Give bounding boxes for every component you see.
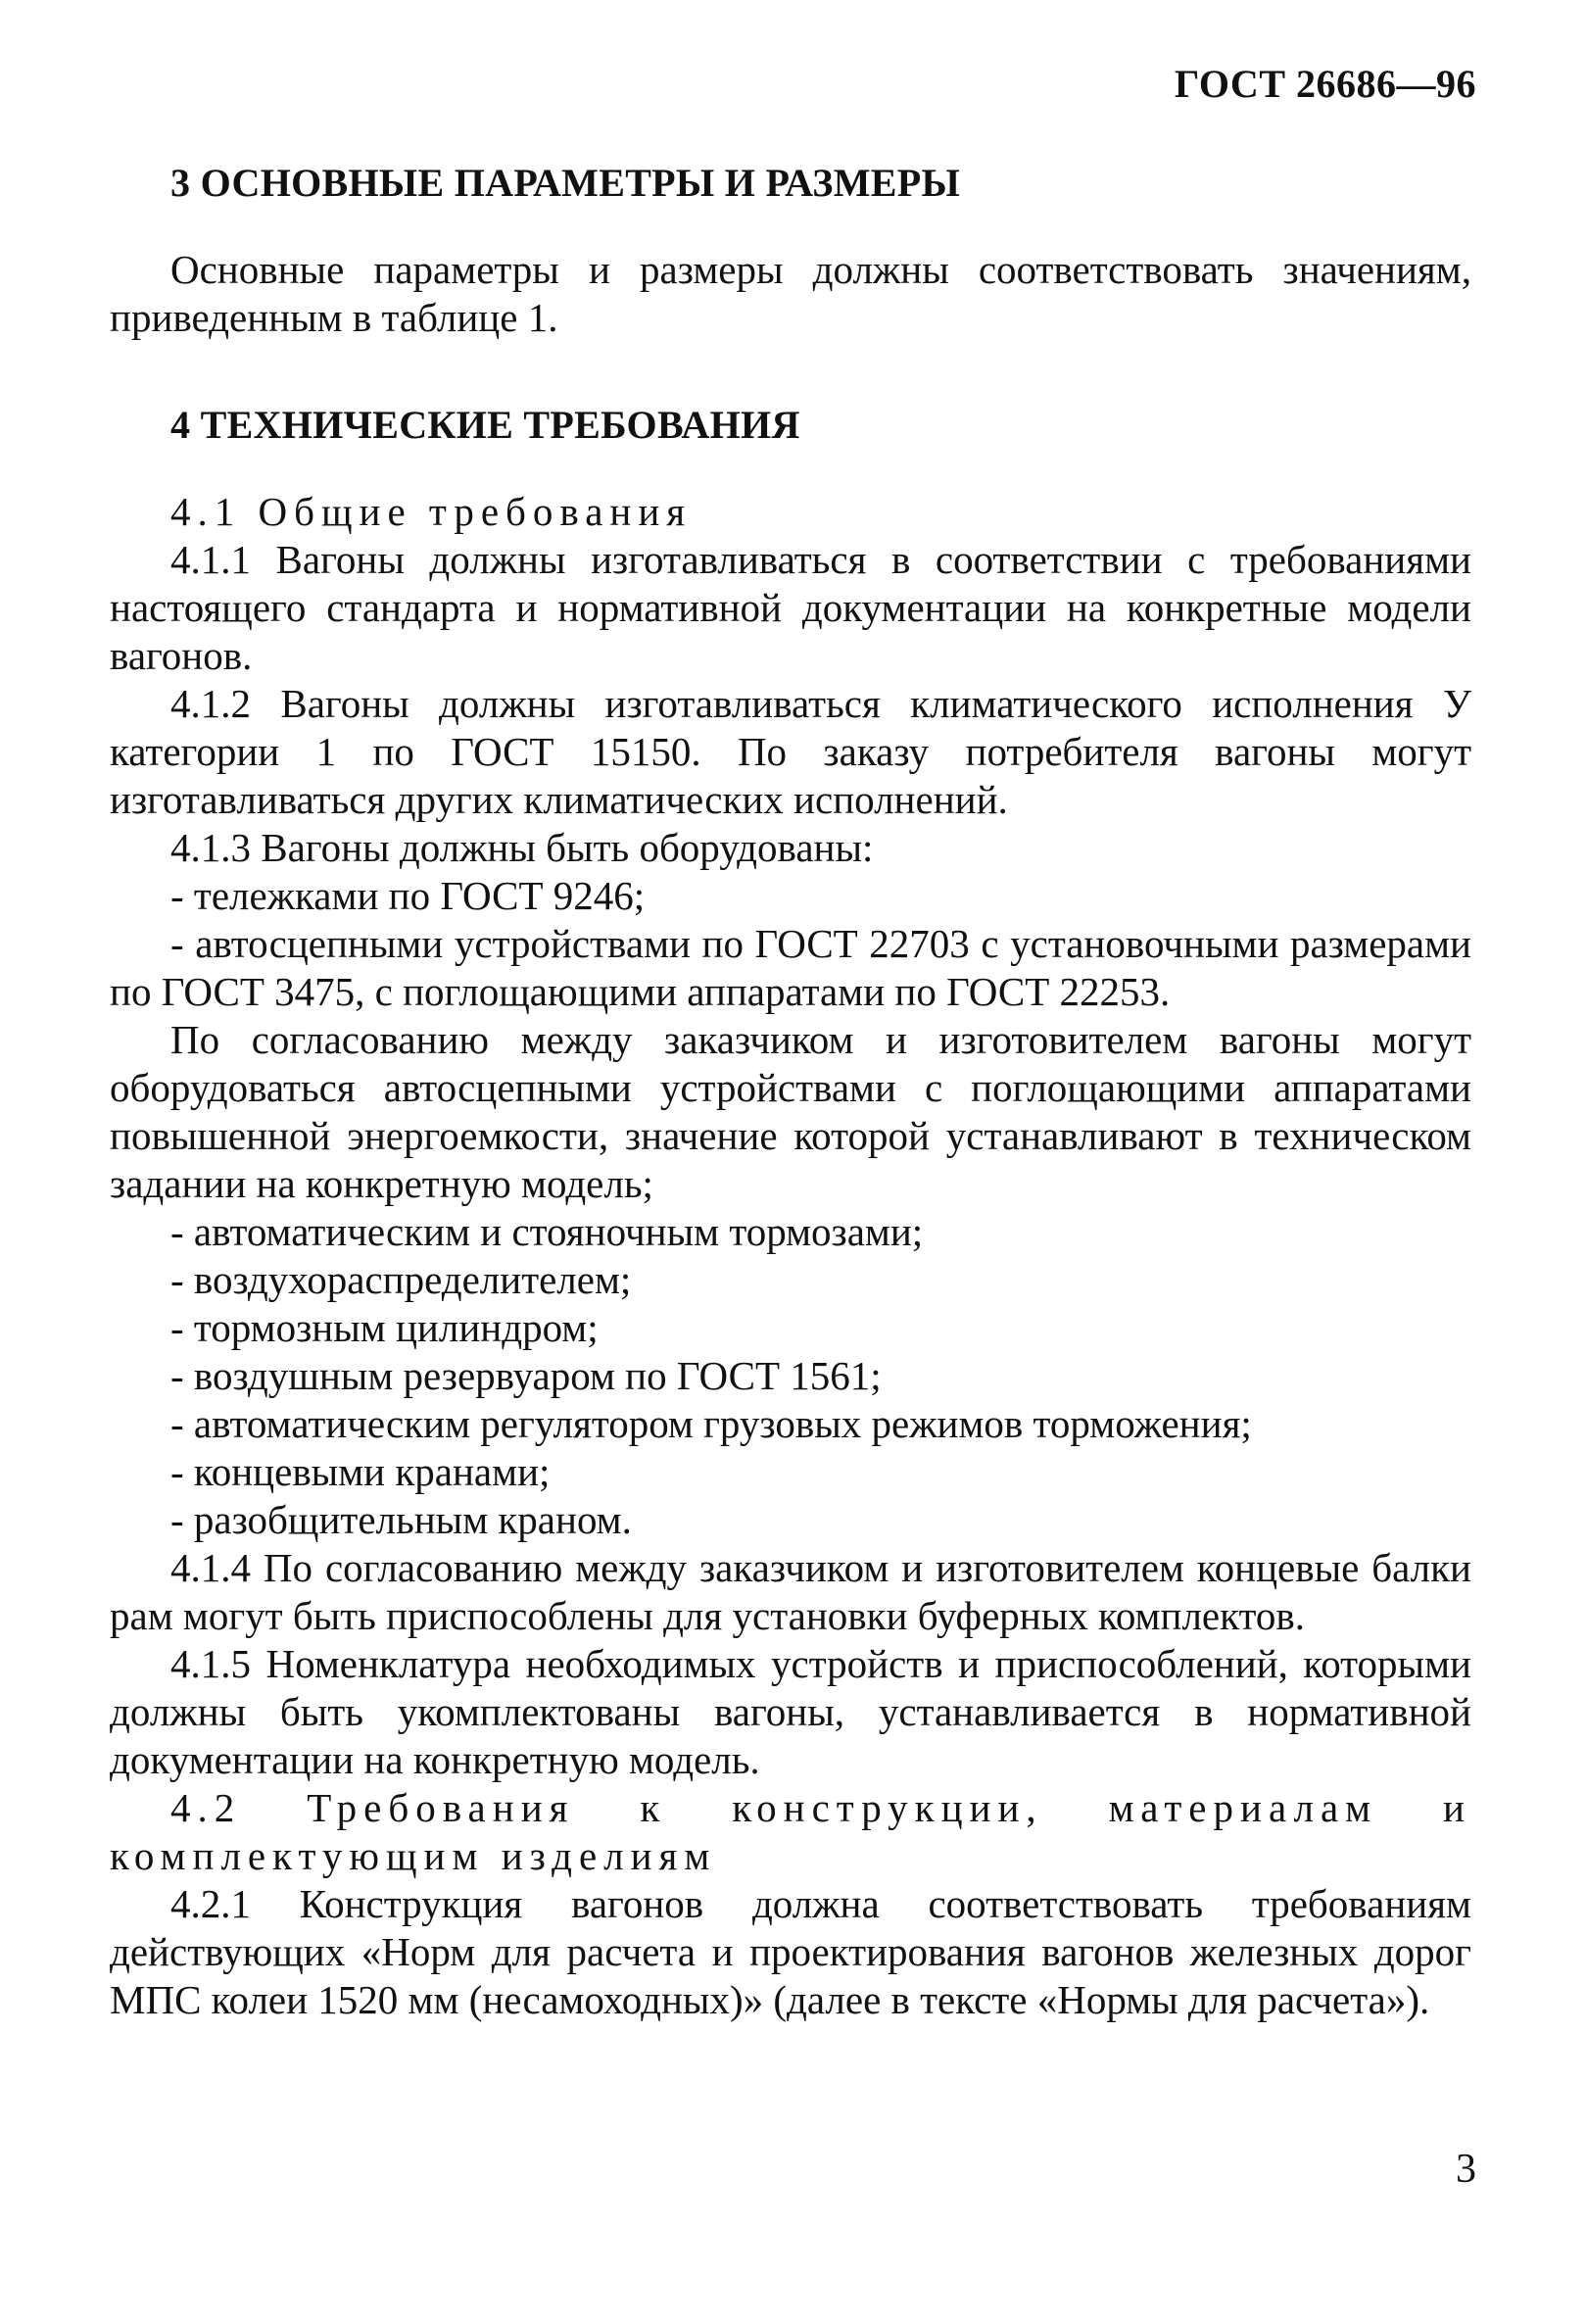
section-4-title: 4 ТЕХНИЧЕСКИЕ ТРЕБОВАНИЯ: [170, 403, 800, 447]
list-item: - разобщительным краном.: [170, 1497, 632, 1542]
section-3-text: Основные параметры и размеры должны соответствовать значениям, приведенным в таблице 1.: [110, 247, 1471, 340]
subsection-4-1-title: 4.1 Общие требования: [170, 489, 693, 534]
list-item: - автоматическим и стояночным тормозами;: [170, 1209, 924, 1254]
paragraph-4-1-5: 4.1.5 Номенклатура необходимых устройств и приспособлений, которыми должны быть укомплектованы вагоны, устанавливается в нормативной документации на конкретную модель.: [110, 1641, 1471, 1782]
paragraph-4-2-1: 4.2.1 Конструкция вагонов должна соответствовать требованиям действующих «Норм для расчета и проектирования вагонов железных дорог МПС колеи 1520 мм (несамоходных)» (далее в тексте «Нормы для расчета»).: [110, 1881, 1471, 2022]
paragraph-4-1-3: 4.1.3 Вагоны должны быть оборудованы:: [170, 825, 874, 870]
list-item: - тележками по ГОСТ 9246;: [170, 873, 646, 918]
list-item: - воздухораспределителем;: [170, 1257, 632, 1302]
page-content: [110, 147, 1471, 2024]
document-id-header: ГОСТ 26686—96: [1174, 62, 1476, 106]
list-item: - автоматическим регулятором грузовых режимов торможения;: [170, 1401, 1252, 1446]
list-item: - тормозным цилиндром;: [170, 1305, 599, 1350]
agreement-paragraph: По согласованию между заказчиком и изготовителем вагоны могут оборудоваться автосцепными устройствами с поглощающими аппаратами повышенной энергоемкости, значение которой устанавливают в техническом задании на конкретную модель;: [110, 1017, 1471, 1206]
list-item: - воздушным резервуаром по ГОСТ 1561;: [170, 1353, 882, 1398]
list-item: - автосцепными устройствами по ГОСТ 22703 с установочными размерами по ГОСТ 3475, с поглощающими аппаратами по ГОСТ 22253.: [110, 921, 1471, 1014]
list-item: - концевыми кранами;: [170, 1449, 551, 1494]
page-number: 3: [1456, 2147, 1476, 2192]
paragraph-4-1-4: 4.1.4 По согласованию между заказчиком и изготовителем концевые балки рам могут быть приспособлены для установки буферных комплектов.: [110, 1545, 1471, 1638]
section-3-title: 3 ОСНОВНЫЕ ПАРАМЕТРЫ И РАЗМЕРЫ: [170, 161, 961, 205]
subsection-4-2-title: 4.2 Требования к конструкции, материалам и комплектующим изделиям: [110, 1785, 1471, 1878]
paragraph-4-1-2: 4.1.2 Вагоны должны изготавливаться климатического исполнения У категории 1 по ГОСТ 15150. По заказу потребителя вагоны могут изготавливаться других климатических исполнений.: [110, 681, 1471, 822]
paragraph-4-1-1: 4.1.1 Вагоны должны изготавливаться в соответствии с требованиями настоящего стандарта и нормативной документации на конкретные модели вагонов.: [110, 537, 1471, 678]
